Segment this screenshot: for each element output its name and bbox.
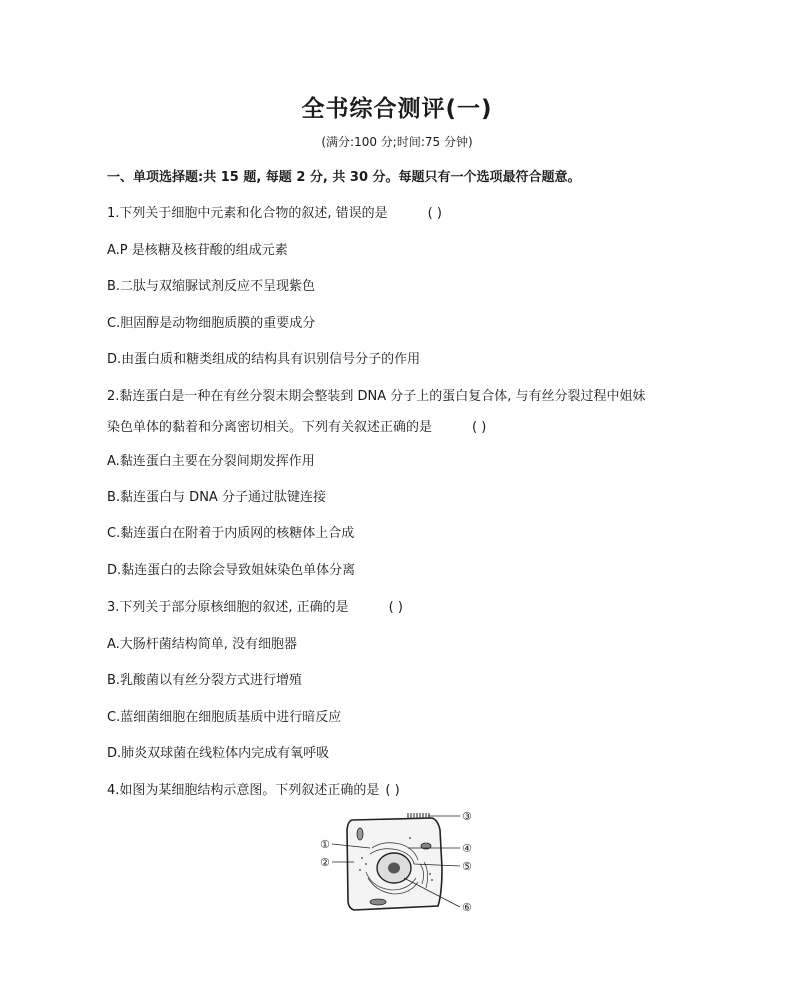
question-1-stem (107, 206, 442, 222)
question-stem-text: 3.下列关于部分原核细胞的叙述, 正确的是 (107, 600, 349, 615)
question-3-option-a: A.大肠杆菌结构简单, 没有细胞器 (107, 637, 298, 652)
question-2-stem-line1: 2.黏连蛋白是一种在有丝分裂末期会整装到 DNA 分子上的蛋白复合体, 与有丝分裂过程中姐妹 (107, 389, 646, 404)
question-1-option-b: B.二肽与双缩脲试剂反应不呈现紫色 (107, 279, 316, 294)
page-title: 全书综合测评(一) (301, 96, 493, 122)
question-2-option-a: A.黏连蛋白主要在分裂间期发挥作用 (107, 454, 315, 469)
answer-paren: ( ) (385, 783, 400, 798)
figure-label-2: ② (320, 856, 330, 869)
answer-paren: ( ) (472, 420, 487, 435)
question-stem-text: 染色单体的黏着和分离密切相关。下列有关叙述正确的是 (107, 420, 433, 435)
mitochondrion (370, 899, 386, 905)
question-2-option-b: B.黏连蛋白与 DNA 分子通过肽键连接 (107, 490, 326, 505)
figure-label-4: ④ (462, 842, 472, 855)
question-3-option-c: C.蓝细菌细胞在细胞质基质中进行暗反应 (107, 710, 342, 725)
answer-paren: ( ) (388, 600, 403, 615)
question-4-stem (107, 783, 400, 799)
nucleolus (388, 863, 400, 874)
figure-label-1: ① (320, 838, 330, 851)
figure-label-3: ③ (462, 810, 472, 823)
question-2-option-c: C.黏连蛋白在附着于内质网的核糖体上合成 (107, 526, 355, 541)
figure-label-5: ⑤ (462, 860, 472, 873)
microvilli (408, 813, 429, 818)
figure-label-6: ⑥ (462, 901, 472, 914)
question-3-option-b: B.乳酸菌以有丝分裂方式进行增殖 (107, 673, 303, 688)
section-heading: 一、单项选择题:共 15 题, 每题 2 分, 共 30 分。每题只有一个选项最符合题意。 (107, 170, 581, 185)
answer-paren: ( ) (427, 206, 442, 221)
question-stem-text: 4.如图为某细胞结构示意图。下列叙述正确的是 (107, 783, 380, 798)
question-1-option-c: C.胆固醇是动物细胞质膜的重要成分 (107, 316, 316, 331)
mitochondrion (357, 828, 363, 840)
score-time-info: (满分:100 分;时间:75 分钟) (321, 135, 473, 149)
question-1-option-d: D.由蛋白质和糖类组成的结构具有识别信号分子的作用 (107, 352, 421, 367)
question-3-option-d: D.肺炎双球菌在线粒体内完成有氧呼吸 (107, 746, 330, 761)
question-2-stem-line2 (107, 420, 486, 436)
question-3-stem (107, 600, 403, 616)
question-stem-text: 1.下列关于细胞中元素和化合物的叙述, 错误的是 (107, 206, 388, 221)
question-1-option-a: A.P 是核糖及核苷酸的组成元素 (107, 243, 288, 258)
cell-structure-diagram (314, 808, 479, 914)
question-2-option-d: D.黏连蛋白的去除会导致姐妹染色单体分离 (107, 563, 356, 578)
